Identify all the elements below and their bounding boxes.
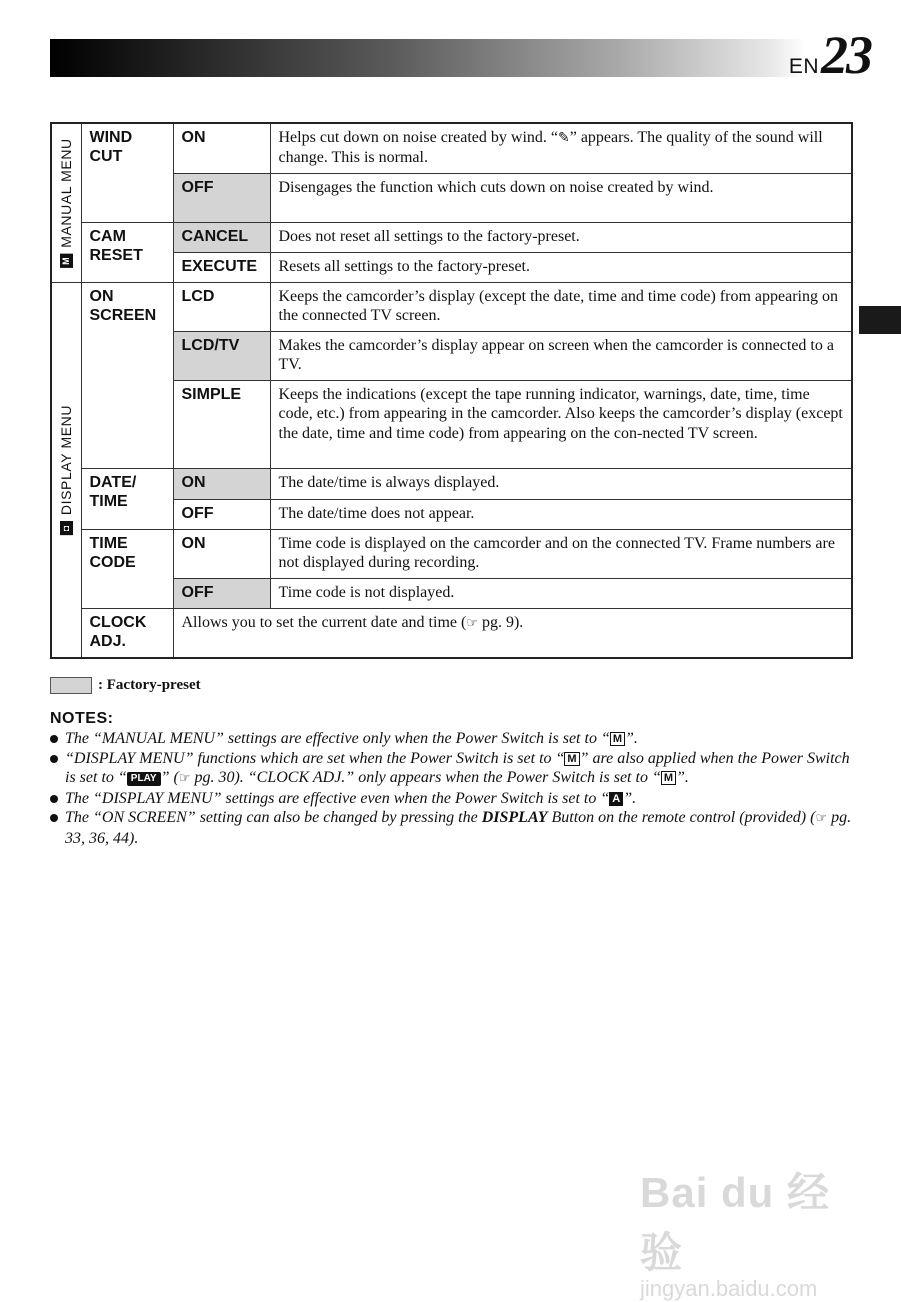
header-gradient-bar [50, 39, 805, 77]
notes-title: NOTES: [50, 710, 114, 727]
option-datetime-on: ON [173, 468, 270, 499]
wind-icon: ✎ [557, 130, 570, 146]
page-number-value: 23 [821, 25, 871, 85]
manual-mode-icon: M [661, 771, 676, 785]
item-date-time: DATE/ TIME [81, 468, 173, 529]
note-item: The “DISPLAY MENU” settings are effective even when the Power Switch is set to “ A ”. [50, 789, 860, 809]
language-code: EN [788, 55, 819, 78]
factory-preset-legend [50, 677, 201, 694]
notes-section [50, 710, 860, 848]
desc-timecode-on: Time code is displayed on the camcorder and on the connected TV. Frame numbers are not displayed during recording. [270, 529, 852, 578]
play-mode-icon: PLAY [127, 772, 161, 786]
page-number [788, 25, 871, 85]
table-row [51, 123, 852, 173]
desc-simple: Keeps the indications (except the tape running indicator, warnings, date, time, time code, etc.) from appearing in the camcorder. Also keeps the camcorder’s display (except the date, time and time code) from appearing on the con-nected TV screen. [270, 380, 852, 468]
option-simple: SIMPLE [173, 380, 270, 468]
manual-mode-icon: M [610, 732, 625, 746]
item-on-screen: ON SCREEN [81, 282, 173, 468]
table-row [51, 529, 852, 578]
item-wind-cut: WIND CUT [81, 123, 173, 222]
auto-mode-icon: A [609, 792, 623, 806]
item-time-code: TIME CODE [81, 529, 173, 608]
note-item: The “ON SCREEN” setting can also be changed by pressing the DISPLAY Button on the remote control (provided) (☞ pg. 33, 36, 44). [50, 808, 860, 848]
option-timecode-off: OFF [173, 578, 270, 608]
preset-swatch [50, 677, 92, 694]
section-tab-marker [859, 306, 901, 334]
option-lcd: LCD [173, 282, 270, 331]
desc-clock-adj: Allows you to set the current date and time (☞ pg. 9). [173, 608, 852, 658]
option-wind-off: OFF [173, 173, 270, 222]
page-ref-icon: ☞ [815, 811, 828, 826]
manual-menu-label: MANUAL MENU [58, 138, 75, 248]
note-item: “DISPLAY MENU” functions which are set when the Power Switch is set to “ M ” are also applied when the Power Switch is set to “ PLAY ” (☞ pg. 30). “CLOCK ADJ.” only appears when the Power Switch is set to “ M ”. [50, 749, 860, 789]
table-row [51, 608, 852, 658]
desc-wind-on: Helps cut down on noise created by wind. “✎” appears. The quality of the sound will change. This is normal. [270, 123, 852, 173]
desc-cam-cancel: Does not reset all settings to the factory-preset. [270, 222, 852, 252]
manual-mode-icon: M [564, 752, 579, 766]
legend-label: : Factory-preset [98, 677, 201, 693]
table-row [51, 222, 852, 252]
manual-mode-icon: M [60, 254, 73, 268]
table-row [51, 468, 852, 499]
baidu-watermark [640, 1160, 870, 1301]
desc-datetime-off: The date/time does not appear. [270, 499, 852, 529]
table-row [51, 282, 852, 331]
manual-menu-section [51, 123, 81, 282]
option-datetime-off: OFF [173, 499, 270, 529]
desc-datetime-on: The date/time is always displayed. [270, 468, 852, 499]
watermark-brand: Bai du 经验 [640, 1169, 831, 1276]
desc-cam-execute: Resets all settings to the factory-preset. [270, 252, 852, 282]
desc-timecode-off: Time code is not displayed. [270, 578, 852, 608]
option-wind-on: ON [173, 123, 270, 173]
option-timecode-on: ON [173, 529, 270, 578]
option-lcd-tv: LCD/TV [173, 331, 270, 380]
item-clock-adj: CLOCK ADJ. [81, 608, 173, 658]
item-cam-reset: CAM RESET [81, 222, 173, 282]
display-menu-section [51, 282, 81, 658]
page-ref-icon: ☞ [178, 771, 191, 786]
option-cam-cancel: CANCEL [173, 222, 270, 252]
desc-lcd: Keeps the camcorder’s display (except the date, time and time code) from appearing on the connected TV screen. [270, 282, 852, 331]
watermark-site: jingyan.baidu.com [640, 1276, 818, 1301]
menu-settings-table [50, 122, 853, 659]
note-item: The “MANUAL MENU” settings are effective only when the Power Switch is set to “ M ”. [50, 729, 860, 749]
desc-wind-off: Disengages the function which cuts down on noise created by wind. [270, 173, 852, 222]
page-ref-icon: ☞ [466, 615, 478, 631]
option-cam-execute: EXECUTE [173, 252, 270, 282]
desc-lcd-tv: Makes the camcorder’s display appear on screen when the camcorder is connected to a TV. [270, 331, 852, 380]
display-menu-icon: ◘ [60, 521, 73, 535]
display-menu-label: DISPLAY MENU [58, 404, 75, 516]
